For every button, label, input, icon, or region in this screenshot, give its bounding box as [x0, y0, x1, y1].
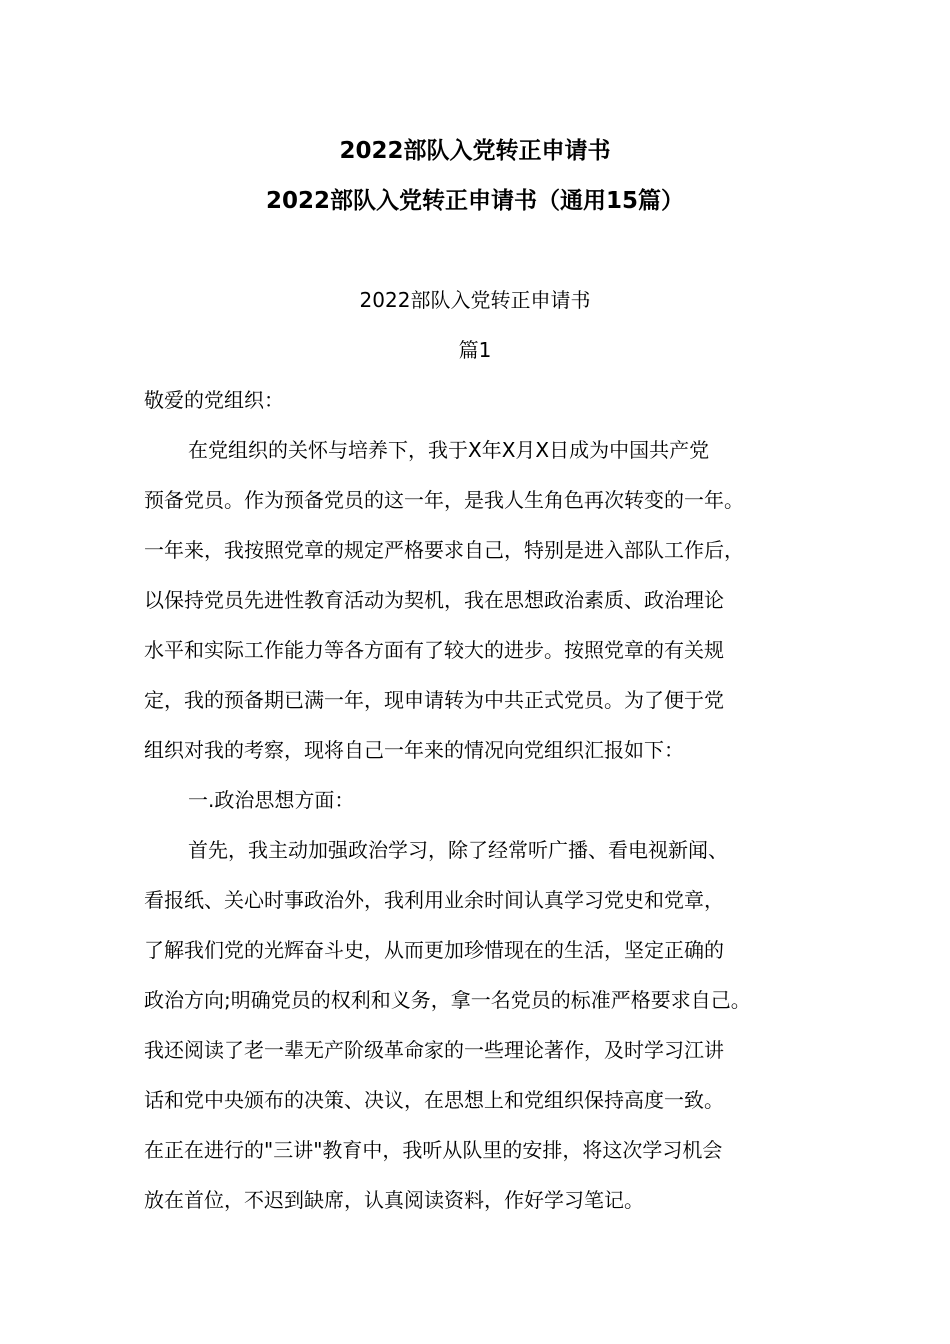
paragraph-line: 在党组织的关怀与培养下，我于X年X月X日成为中国共产党 [188, 438, 710, 462]
section-heading: 一.政治思想方面： [188, 788, 355, 812]
paragraph-line: 预备党员。作为预备党员的这一年，是我人生角色再次转变的一年。 [144, 488, 744, 512]
paragraph-line: 政治方向;明确党员的权利和义务，拿一名党员的标准严格要求自己。 [144, 988, 751, 1012]
part-label: 篇1 [458, 338, 492, 362]
paragraph-line: 我还阅读了老一辈无产阶级革命家的一些理论著作，及时学习江讲 [144, 1038, 724, 1062]
paragraph-line: 看报纸、关心时事政治外，我利用业余时间认真学习党史和党章， [144, 888, 724, 912]
document-title: 2022部队入党转正申请书 [339, 138, 611, 164]
salutation: 敬爱的党组织： [144, 388, 284, 412]
paragraph-line: 组织对我的考察，现将自己一年来的情况向党组织汇报如下： [144, 738, 684, 762]
paragraph-line: 首先，我主动加强政治学习，除了经常听广播、看电视新闻、 [188, 838, 728, 862]
paragraph-line: 在正在进行的"三讲"教育中，我听从队里的安排，将这次学习机会 [144, 1138, 723, 1162]
paragraph-line: 话和党中央颁布的决策、决议，在思想上和党组织保持高度一致。 [144, 1088, 724, 1112]
paragraph-line: 以保持党员先进性教育活动为契机，我在思想政治素质、政治理论 [144, 588, 724, 612]
paragraph-line: 放在首位，不迟到缺席，认真阅读资料，作好学习笔记。 [144, 1188, 644, 1212]
document-subtitle: 2022部队入党转正申请书（通用15篇） [265, 188, 685, 214]
section-title: 2022部队入党转正申请书 [359, 288, 591, 312]
paragraph-line: 了解我们党的光辉奋斗史，从而更加珍惜现在的生活，坚定正确的 [144, 938, 724, 962]
paragraph-line: 一年来，我按照党章的规定严格要求自己，特别是进入部队工作后， [144, 538, 744, 562]
paragraph-line: 水平和实际工作能力等各方面有了较大的进步。按照党章的有关规 [144, 638, 724, 662]
paragraph-line: 定，我的预备期已满一年，现申请转为中共正式党员。为了便于党 [144, 688, 724, 712]
